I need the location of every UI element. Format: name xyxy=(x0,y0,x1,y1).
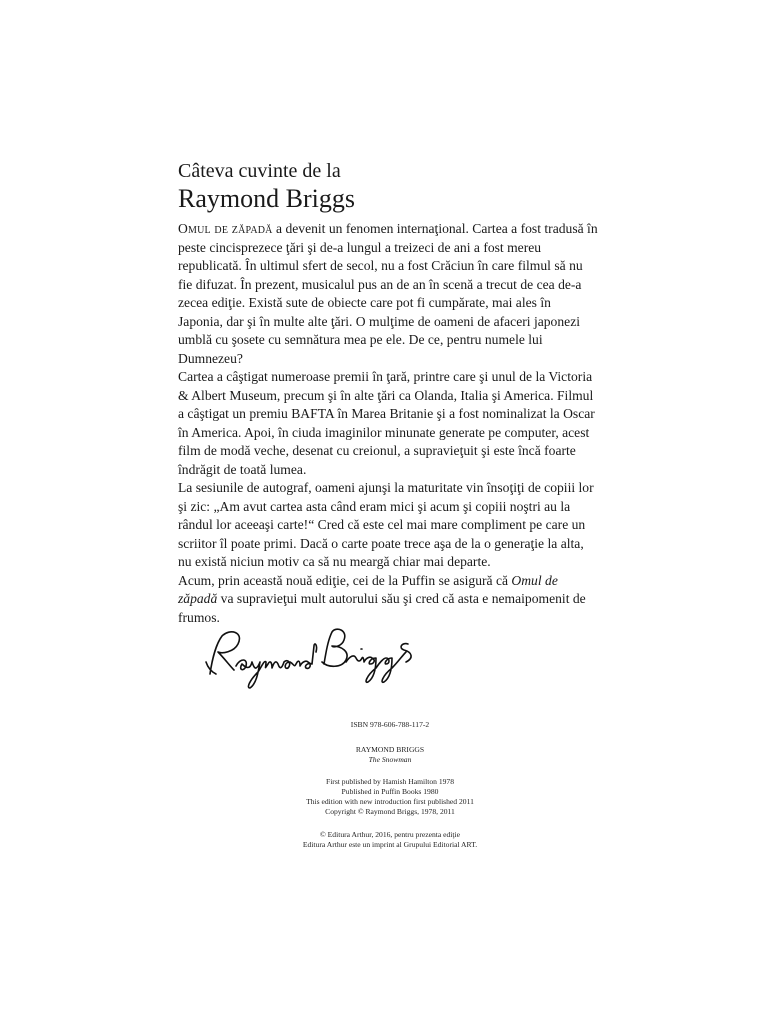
signature-image xyxy=(200,622,422,694)
publication-history-1: First published by Hamish Hamilton 1978 xyxy=(325,777,455,786)
paragraph-1 xyxy=(178,220,598,368)
paragraph-2: Cartea a câştigat numeroase premii în ţară, printre care şi unul de la Victoria & Albert Museum, precum şi în alte ţări ca Olanda, Italia şi America. Filmul a câştigat un premiu BAFTA în Marea Britanie şi a fost nominalizat la Oscar în America. Apoi, în ciuda imaginilor minunate generate pe computer, acest film de modă veche, desenat cu creionul, a supravieţuit şi este încă foarte îndrăgit de toată lumea. xyxy=(178,369,595,477)
edition-rights-2: Editura Arthur este un imprint al Grupului Editorial ART. xyxy=(302,840,478,849)
introduction-heading xyxy=(178,158,355,214)
paragraph-4 xyxy=(178,572,598,628)
isbn-line: ISBN 978-606-788-117-2 xyxy=(350,720,430,729)
paragraph-4-text-end: va supravieţui mult autorului său şi cred că asta e nemaipomenit de frumos. xyxy=(178,591,586,625)
publication-history-3: This edition with new introduction first published 2011 xyxy=(306,797,474,806)
paragraph-3: La sesiunile de autograf, oameni ajunşi la maturitate vin însoţiţi de copiii lor şi zic: „Am avut cartea asta când eram mici şi acum şi copiii noştri au la rândul lor aceeaşi carte!“ Cred că este cel mai mare compliment pe care un scriitor îl poate primi. Dacă o carte poate trece aşa de la o generaţie la alta, nu există niciun motiv ca să nu meargă chiar mai departe. xyxy=(178,480,594,569)
paragraph-1-text: a devenit un fenomen internaţional. Cartea a fost tradusă în peste cincisprezece ţări şi de-a lungul a treizeci de ani a fost mereu republicată. În ultimul sfert de secol, nu a fost Crăciun în care filmul să nu fie difuzat. În prezent, musicalul pus an de an în scenă a trecut de cea de-a zecea ediţie. Există sute de obiecte care pot fi cumpărate, mai ales în Japonia, dar şi în multe alte ţări. O mulţime de oameni de afaceri japonezi umblă cu şosete cu semnătura mea pe ele. De ce, pentru numele lui Dumnezeu? xyxy=(178,221,598,366)
publication-history-2: Published in Puffin Books 1980 xyxy=(341,787,439,796)
heading-author-name: Raymond Briggs xyxy=(178,184,355,213)
paragraph-4-text-start: Acum, prin această nouă ediţie, cei de la Puffin se asigură că xyxy=(178,572,512,588)
book-title-small-caps: Omul de zăpadă xyxy=(178,221,273,236)
imprint-author: RAYMOND BRIGGS xyxy=(355,745,425,754)
copyright-line: Copyright © Raymond Briggs, 1978, 2011 xyxy=(325,807,455,816)
book-title-italic: Omul de zăpadă xyxy=(178,572,558,606)
heading-line-1: Câteva cuvinte de la xyxy=(178,160,341,182)
imprint-original-title: The Snowman xyxy=(368,755,412,764)
introduction-text xyxy=(178,220,598,627)
edition-rights-1: © Editura Arthur, 2016, pentru prezenta ediţie xyxy=(320,830,460,839)
